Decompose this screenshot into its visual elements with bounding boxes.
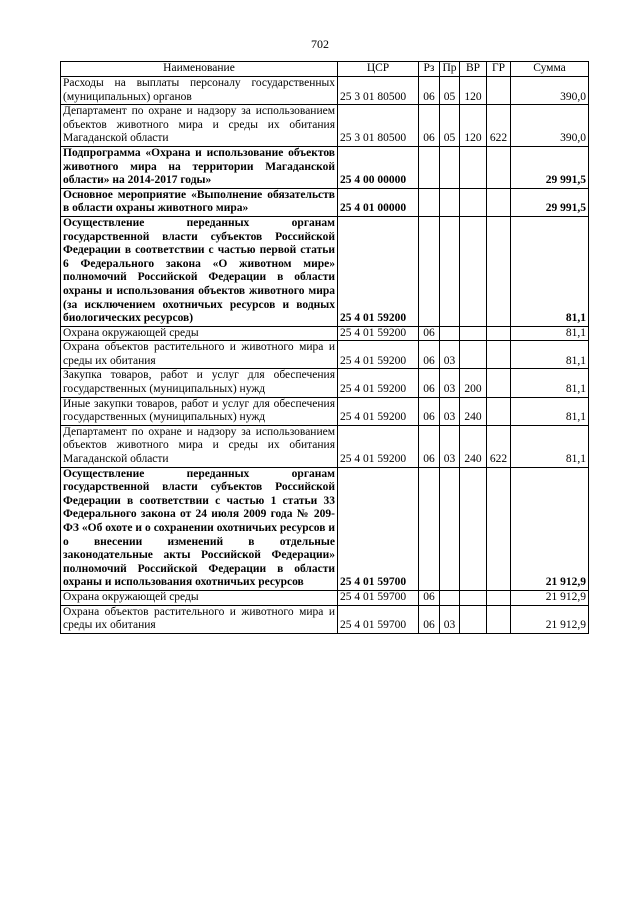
cell-csr: 25 4 01 59200 (338, 341, 419, 369)
cell-pr (440, 590, 460, 605)
table-row (61, 146, 589, 188)
header-gr: ГР (487, 62, 511, 77)
cell-name: Департамент по охране и надзору за использованием объектов животного мира и среды их обитания Магаданской области (61, 425, 338, 467)
cell-csr: 25 4 00 00000 (338, 146, 419, 188)
cell-gr (487, 605, 511, 633)
cell-sum: 29 991,5 (511, 146, 589, 188)
cell-sum: 29 991,5 (511, 188, 589, 216)
cell-name: Осуществление переданных органам государственной власти субъектов Российской Федерации в соответствии с частью 1 статьи 33 Федерального закона от 24 июля 2009 года № 209-ФЗ «Об охоте и о сохранении охотничьих ресурсов и о внесении изменений в отдельные законодательные акты Российской Федерации» полномочий Российской Федерации в области охраны и использования охотничьих ресурсов (61, 467, 338, 590)
cell-csr: 25 4 01 59700 (338, 467, 419, 590)
cell-rz (419, 146, 440, 188)
cell-csr: 25 4 01 00000 (338, 188, 419, 216)
cell-pr: 05 (440, 77, 460, 105)
cell-vr: 120 (460, 105, 487, 147)
cell-gr: 622 (487, 425, 511, 467)
cell-rz (419, 216, 440, 326)
cell-gr (487, 341, 511, 369)
cell-name: Расходы на выплаты персоналу государственных (муниципальных) органов (61, 77, 338, 105)
cell-name: Департамент по охране и надзору за использованием объектов животного мира и среды их обитания Магаданской области (61, 105, 338, 147)
cell-pr: 03 (440, 425, 460, 467)
header-pr: Пр (440, 62, 460, 77)
table-row (61, 590, 589, 605)
cell-name: Охрана объектов растительного и животного мира и среды их обитания (61, 341, 338, 369)
header-sum: Сумма (511, 62, 589, 77)
cell-csr: 25 4 01 59200 (338, 397, 419, 425)
cell-sum: 81,1 (511, 369, 589, 397)
cell-pr (440, 146, 460, 188)
table-row (61, 188, 589, 216)
cell-rz (419, 467, 440, 590)
cell-gr (487, 188, 511, 216)
cell-rz: 06 (419, 341, 440, 369)
cell-sum: 81,1 (511, 341, 589, 369)
cell-sum: 81,1 (511, 397, 589, 425)
cell-vr: 200 (460, 369, 487, 397)
cell-name: Осуществление переданных органам государственной власти субъектов Российской Федерации в соответствии с частью первой статьи 6 Федерального закона «О животном мире» полномочий Российской Федерации в области охраны и использования объектов животного мира (за исключением охотничьих ресурсов и водных биологических ресурсов) (61, 216, 338, 326)
cell-pr (440, 326, 460, 341)
page-number: 702 (311, 37, 329, 51)
cell-rz: 06 (419, 590, 440, 605)
cell-sum: 21 912,9 (511, 590, 589, 605)
cell-gr (487, 77, 511, 105)
cell-gr (487, 397, 511, 425)
table-row (61, 467, 589, 590)
cell-vr (460, 216, 487, 326)
table-row (61, 397, 589, 425)
cell-csr: 25 4 01 59700 (338, 605, 419, 633)
cell-gr (487, 369, 511, 397)
cell-name: Охрана окружающей среды (61, 590, 338, 605)
table-row (61, 369, 589, 397)
cell-pr: 03 (440, 341, 460, 369)
cell-vr: 120 (460, 77, 487, 105)
table-row (61, 77, 589, 105)
cell-gr (487, 326, 511, 341)
cell-gr: 622 (487, 105, 511, 147)
cell-name: Охрана объектов растительного и животного мира и среды их обитания (61, 605, 338, 633)
cell-vr (460, 467, 487, 590)
table-row (61, 341, 589, 369)
cell-pr (440, 188, 460, 216)
cell-pr (440, 216, 460, 326)
table-row (61, 216, 589, 326)
table-header-row (61, 62, 589, 77)
cell-vr (460, 146, 487, 188)
cell-name: Охрана окружающей среды (61, 326, 338, 341)
cell-pr: 03 (440, 605, 460, 633)
cell-vr (460, 326, 487, 341)
cell-pr (440, 467, 460, 590)
table-row (61, 326, 589, 341)
cell-sum: 81,1 (511, 216, 589, 326)
cell-rz: 06 (419, 77, 440, 105)
cell-rz: 06 (419, 425, 440, 467)
cell-vr (460, 605, 487, 633)
cell-pr: 03 (440, 369, 460, 397)
cell-gr (487, 590, 511, 605)
budget-table (60, 61, 589, 634)
cell-rz: 06 (419, 397, 440, 425)
cell-sum: 390,0 (511, 105, 589, 147)
cell-csr: 25 3 01 80500 (338, 105, 419, 147)
cell-rz: 06 (419, 369, 440, 397)
cell-vr: 240 (460, 425, 487, 467)
header-rz: Рз (419, 62, 440, 77)
cell-name: Основное мероприятие «Выполнение обязательств в области охраны животного мира» (61, 188, 338, 216)
cell-csr: 25 4 01 59200 (338, 216, 419, 326)
cell-vr: 240 (460, 397, 487, 425)
header-name: Наименование (61, 62, 338, 77)
cell-sum: 390,0 (511, 77, 589, 105)
cell-rz: 06 (419, 605, 440, 633)
cell-pr: 05 (440, 105, 460, 147)
cell-gr (487, 467, 511, 590)
cell-rz: 06 (419, 105, 440, 147)
cell-sum: 81,1 (511, 425, 589, 467)
cell-csr: 25 4 01 59700 (338, 590, 419, 605)
table-row (61, 425, 589, 467)
header-vr: ВР (460, 62, 487, 77)
cell-name: Подпрограмма «Охрана и использование объектов животного мира на территории Магаданской области» на 2014-2017 годы» (61, 146, 338, 188)
cell-gr (487, 146, 511, 188)
cell-pr: 03 (440, 397, 460, 425)
table-row (61, 105, 589, 147)
cell-csr: 25 3 01 80500 (338, 77, 419, 105)
cell-vr (460, 188, 487, 216)
cell-vr (460, 341, 487, 369)
cell-csr: 25 4 01 59200 (338, 369, 419, 397)
cell-vr (460, 590, 487, 605)
cell-name: Иные закупки товаров, работ и услуг для обеспечения государственных (муниципальных) нужд (61, 397, 338, 425)
cell-name: Закупка товаров, работ и услуг для обеспечения государственных (муниципальных) нужд (61, 369, 338, 397)
cell-sum: 21 912,9 (511, 605, 589, 633)
cell-gr (487, 216, 511, 326)
cell-csr: 25 4 01 59200 (338, 326, 419, 341)
header-csr: ЦСР (338, 62, 419, 77)
cell-sum: 81,1 (511, 326, 589, 341)
cell-rz (419, 188, 440, 216)
cell-csr: 25 4 01 59200 (338, 425, 419, 467)
cell-sum: 21 912,9 (511, 467, 589, 590)
cell-rz: 06 (419, 326, 440, 341)
table-row (61, 605, 589, 633)
